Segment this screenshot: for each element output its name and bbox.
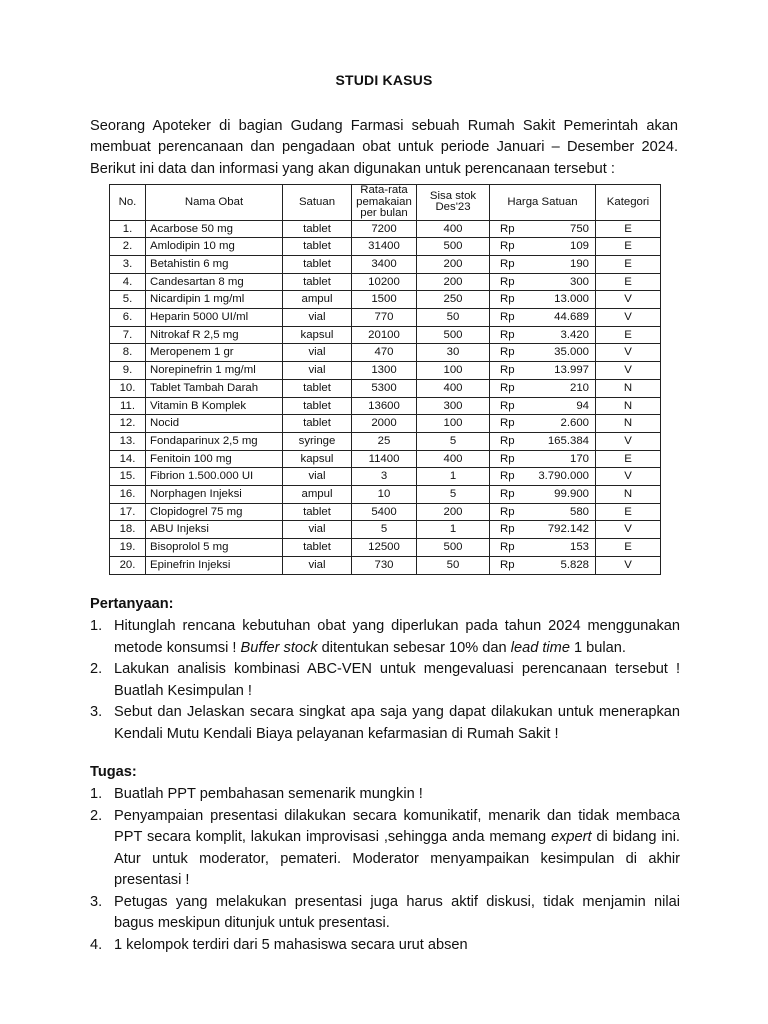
cell-nama-obat: Norepinefrin 1 mg/ml: [146, 362, 283, 380]
header-kategori: Kategori: [596, 185, 661, 221]
cell-rata-rata: 730: [352, 556, 417, 574]
cell-satuan: tablet: [283, 503, 352, 521]
price-value: 3.790.000: [538, 470, 589, 483]
cell-rata-rata: 2000: [352, 415, 417, 433]
cell-rata-rata: 11400: [352, 450, 417, 468]
currency-label: Rp: [500, 523, 515, 536]
cell-nama-obat: Vitamin B Komplek: [146, 397, 283, 415]
table-row: [110, 238, 661, 256]
cell-kategori: V: [596, 344, 661, 362]
questions-section: [90, 596, 680, 745]
cell-kategori: V: [596, 362, 661, 380]
price-value: 13.000: [554, 293, 589, 306]
header-harga-satuan: Harga Satuan: [490, 185, 596, 221]
cell-harga-satuan: [490, 486, 596, 504]
currency-label: Rp: [500, 558, 515, 571]
price-value: 44.689: [554, 311, 589, 324]
price-value: 300: [569, 275, 589, 288]
cell-sisa-stok: 100: [417, 362, 490, 380]
currency-label: Rp: [500, 399, 515, 412]
cell-no: 1.: [110, 220, 146, 238]
cell-satuan: syringe: [283, 432, 352, 450]
list-item: 2. Lakukan analisis kombinasi ABC-VEN untuk mengevaluasi perencanaan tersebut ! Buatlah Kesimpulan !: [90, 661, 680, 699]
cell-satuan: vial: [283, 344, 352, 362]
cell-no: 5.: [110, 291, 146, 309]
cell-harga-satuan: [490, 273, 596, 291]
cell-sisa-stok: 300: [417, 397, 490, 415]
cell-no: 19.: [110, 539, 146, 557]
cell-rata-rata: 25: [352, 432, 417, 450]
cell-nama-obat: Nitrokaf R 2,5 mg: [146, 326, 283, 344]
list-item: 3. Petugas yang melakukan presentasi juga harus aktif diskusi, tidak menjamin nilai bagus meskipun ditunjuk untuk presentasi.: [90, 893, 680, 931]
cell-rata-rata: 13600: [352, 397, 417, 415]
table-header-row: [110, 185, 661, 221]
cell-sisa-stok: 30: [417, 344, 490, 362]
cell-no: 12.: [110, 415, 146, 433]
cell-sisa-stok: 400: [417, 450, 490, 468]
cell-nama-obat: Amlodipin 10 mg: [146, 238, 283, 256]
cell-kategori: V: [596, 309, 661, 327]
intro-paragraph: [90, 116, 678, 180]
cell-harga-satuan: [490, 344, 596, 362]
currency-label: Rp: [500, 275, 515, 288]
table-row: [110, 503, 661, 521]
cell-nama-obat: Norphagen Injeksi: [146, 486, 283, 504]
price-value: 35.000: [554, 346, 589, 359]
price-value: 750: [569, 222, 589, 235]
cell-sisa-stok: 500: [417, 238, 490, 256]
questions-heading: Pertanyaan:: [90, 596, 174, 612]
cell-nama-obat: Candesartan 8 mg: [146, 273, 283, 291]
header-rata-rata: Rata-rata pemakaian per bulan: [352, 185, 417, 221]
list-item: 3. Sebut dan Jelaskan secara singkat apa saja yang dapat dilakukan untuk menerapkan Kendali Mutu Kendali Biaya pelayanan kefarmasian di Rumah Sakit !: [90, 704, 680, 742]
table-row: [110, 539, 661, 557]
price-value: 210: [569, 381, 589, 394]
cell-sisa-stok: 200: [417, 255, 490, 273]
cell-nama-obat: Betahistin 6 mg: [146, 255, 283, 273]
currency-label: Rp: [500, 470, 515, 483]
cell-no: 13.: [110, 432, 146, 450]
cell-satuan: ampul: [283, 486, 352, 504]
price-value: 792.142: [547, 523, 589, 536]
questions-list: [90, 616, 680, 745]
currency-label: Rp: [500, 328, 515, 341]
table-row: [110, 415, 661, 433]
cell-kategori: E: [596, 255, 661, 273]
cell-rata-rata: 770: [352, 309, 417, 327]
price-value: 153: [569, 541, 589, 554]
cell-kategori: E: [596, 238, 661, 256]
currency-label: Rp: [500, 257, 515, 270]
table-row: [110, 362, 661, 380]
cell-satuan: tablet: [283, 397, 352, 415]
cell-sisa-stok: 200: [417, 273, 490, 291]
cell-sisa-stok: 1: [417, 521, 490, 539]
cell-no: 9.: [110, 362, 146, 380]
cell-satuan: tablet: [283, 255, 352, 273]
cell-satuan: tablet: [283, 220, 352, 238]
tasks-list: [90, 784, 680, 956]
cell-no: 11.: [110, 397, 146, 415]
cell-satuan: vial: [283, 309, 352, 327]
cell-sisa-stok: 5: [417, 486, 490, 504]
price-value: 13.997: [554, 364, 589, 377]
list-item: 2. Penyampaian presentasi dilakukan secara komunikatif, menarik dan tidak membaca PPT secara komplit, lakukan improvisasi ,sehingga anda memang expert di bidang ini. Atur untuk moderator, pemateri. Moderator menyampaikan kesimpulan di akhir presentasi !: [90, 807, 680, 888]
cell-harga-satuan: [490, 539, 596, 557]
cell-no: 6.: [110, 309, 146, 327]
currency-label: Rp: [500, 541, 515, 554]
currency-label: Rp: [500, 240, 515, 253]
cell-harga-satuan: [490, 450, 596, 468]
cell-harga-satuan: [490, 291, 596, 309]
table-row: [110, 291, 661, 309]
cell-nama-obat: Bisoprolol 5 mg: [146, 539, 283, 557]
cell-rata-rata: 10: [352, 486, 417, 504]
list-item: 1. Hitunglah rencana kebutuhan obat yang diperlukan pada tahun 2024 menggunakan metode konsumsi ! Buffer stock ditentukan sebesar 10% dan lead time 1 bulan.: [90, 618, 680, 656]
cell-nama-obat: Heparin 5000 UI/ml: [146, 309, 283, 327]
cell-rata-rata: 3400: [352, 255, 417, 273]
cell-rata-rata: 20100: [352, 326, 417, 344]
table-row: [110, 486, 661, 504]
cell-sisa-stok: 250: [417, 291, 490, 309]
cell-no: 3.: [110, 255, 146, 273]
cell-rata-rata: 5: [352, 521, 417, 539]
tasks-section: [90, 764, 680, 956]
list-item: 4. 1 kelompok terdiri dari 5 mahasiswa secara urut absen: [90, 936, 468, 953]
cell-satuan: tablet: [283, 379, 352, 397]
table-row: [110, 556, 661, 574]
cell-no: 20.: [110, 556, 146, 574]
cell-nama-obat: Acarbose 50 mg: [146, 220, 283, 238]
cell-rata-rata: 7200: [352, 220, 417, 238]
currency-label: Rp: [500, 505, 515, 518]
cell-nama-obat: Fondaparinux 2,5 mg: [146, 432, 283, 450]
table-row: [110, 397, 661, 415]
cell-harga-satuan: [490, 309, 596, 327]
table-row: [110, 255, 661, 273]
currency-label: Rp: [500, 311, 515, 324]
list-item: 1. Buatlah PPT pembahasan semenarik mungkin !: [90, 786, 423, 802]
currency-label: Rp: [500, 293, 515, 306]
cell-rata-rata: 5300: [352, 379, 417, 397]
cell-kategori: N: [596, 415, 661, 433]
table-row: [110, 432, 661, 450]
cell-satuan: tablet: [283, 238, 352, 256]
cell-harga-satuan: [490, 503, 596, 521]
cell-no: 16.: [110, 486, 146, 504]
cell-harga-satuan: [490, 521, 596, 539]
cell-kategori: E: [596, 539, 661, 557]
cell-harga-satuan: [490, 238, 596, 256]
cell-no: 8.: [110, 344, 146, 362]
cell-rata-rata: 12500: [352, 539, 417, 557]
cell-harga-satuan: [490, 220, 596, 238]
table-row: [110, 220, 661, 238]
price-value: 3.420: [560, 328, 589, 341]
cell-satuan: ampul: [283, 291, 352, 309]
cell-no: 4.: [110, 273, 146, 291]
cell-rata-rata: 3: [352, 468, 417, 486]
cell-rata-rata: 31400: [352, 238, 417, 256]
page-title: STUDI KASUS: [335, 72, 433, 88]
price-value: 170: [569, 452, 589, 465]
cell-satuan: vial: [283, 556, 352, 574]
cell-sisa-stok: 400: [417, 220, 490, 238]
cell-satuan: tablet: [283, 539, 352, 557]
cell-satuan: vial: [283, 521, 352, 539]
table-row: [110, 273, 661, 291]
cell-nama-obat: Meropenem 1 gr: [146, 344, 283, 362]
table-row: [110, 344, 661, 362]
cell-kategori: N: [596, 397, 661, 415]
price-value: 109: [569, 240, 589, 253]
cell-kategori: E: [596, 503, 661, 521]
table-row: [110, 309, 661, 327]
cell-rata-rata: 470: [352, 344, 417, 362]
cell-kategori: V: [596, 432, 661, 450]
table-row: [110, 468, 661, 486]
cell-satuan: vial: [283, 468, 352, 486]
cell-rata-rata: 5400: [352, 503, 417, 521]
cell-kategori: E: [596, 450, 661, 468]
cell-no: 10.: [110, 379, 146, 397]
cell-sisa-stok: 200: [417, 503, 490, 521]
cell-harga-satuan: [490, 432, 596, 450]
cell-no: 17.: [110, 503, 146, 521]
cell-rata-rata: 1300: [352, 362, 417, 380]
cell-kategori: V: [596, 291, 661, 309]
price-value: 5.828: [560, 558, 589, 571]
currency-label: Rp: [500, 346, 515, 359]
cell-sisa-stok: 500: [417, 539, 490, 557]
price-value: 580: [569, 505, 589, 518]
cell-satuan: kapsul: [283, 450, 352, 468]
currency-label: Rp: [500, 488, 515, 501]
price-value: 94: [576, 399, 589, 412]
cell-kategori: N: [596, 486, 661, 504]
cell-sisa-stok: 100: [417, 415, 490, 433]
cell-harga-satuan: [490, 468, 596, 486]
cell-kategori: V: [596, 521, 661, 539]
cell-no: 14.: [110, 450, 146, 468]
cell-no: 18.: [110, 521, 146, 539]
cell-no: 2.: [110, 238, 146, 256]
cell-nama-obat: Clopidogrel 75 mg: [146, 503, 283, 521]
cell-satuan: tablet: [283, 415, 352, 433]
currency-label: Rp: [500, 381, 515, 394]
currency-label: Rp: [500, 434, 515, 447]
cell-harga-satuan: [490, 556, 596, 574]
cell-nama-obat: Fibrion 1.500.000 UI: [146, 468, 283, 486]
cell-sisa-stok: 400: [417, 379, 490, 397]
table-row: [110, 326, 661, 344]
intro-text: Seorang Apoteker di bagian Gudang Farmasi sebuah Rumah Sakit Pemerintah akan membuat perencanaan dan pengadaan obat untuk periode Januari – Desember 2024. Berikut ini data dan informasi yang akan digunakan untuk perencanaan tersebut :: [90, 118, 678, 177]
cell-kategori: E: [596, 326, 661, 344]
cell-rata-rata: 10200: [352, 273, 417, 291]
cell-no: 7.: [110, 326, 146, 344]
cell-sisa-stok: 50: [417, 309, 490, 327]
cell-satuan: tablet: [283, 273, 352, 291]
header-nama-obat: Nama Obat: [146, 185, 283, 221]
header-no: No.: [110, 185, 146, 221]
cell-nama-obat: Fenitoin 100 mg: [146, 450, 283, 468]
table-row: [110, 450, 661, 468]
price-value: 190: [569, 257, 589, 270]
cell-nama-obat: Nocid: [146, 415, 283, 433]
cell-nama-obat: Tablet Tambah Darah: [146, 379, 283, 397]
cell-nama-obat: Nicardipin 1 mg/ml: [146, 291, 283, 309]
cell-nama-obat: ABU Injeksi: [146, 521, 283, 539]
currency-label: Rp: [500, 452, 515, 465]
cell-no: 15.: [110, 468, 146, 486]
price-value: 99.900: [554, 488, 589, 501]
cell-kategori: N: [596, 379, 661, 397]
cell-kategori: V: [596, 468, 661, 486]
cell-sisa-stok: 1: [417, 468, 490, 486]
currency-label: Rp: [500, 222, 515, 235]
price-value: 2.600: [560, 417, 589, 430]
cell-kategori: V: [596, 556, 661, 574]
cell-satuan: kapsul: [283, 326, 352, 344]
cell-kategori: E: [596, 220, 661, 238]
cell-satuan: vial: [283, 362, 352, 380]
cell-harga-satuan: [490, 415, 596, 433]
currency-label: Rp: [500, 417, 515, 430]
price-value: 165.384: [547, 434, 589, 447]
cell-harga-satuan: [490, 362, 596, 380]
cell-sisa-stok: 500: [417, 326, 490, 344]
cell-nama-obat: Epinefrin Injeksi: [146, 556, 283, 574]
cell-harga-satuan: [490, 397, 596, 415]
cell-harga-satuan: [490, 255, 596, 273]
cell-sisa-stok: 5: [417, 432, 490, 450]
tasks-heading: Tugas:: [90, 764, 137, 780]
table-row: [110, 379, 661, 397]
header-satuan: Satuan: [283, 185, 352, 221]
header-sisa-stok: Sisa stok Des'23: [417, 185, 490, 221]
table-row: [110, 521, 661, 539]
cell-harga-satuan: [490, 379, 596, 397]
drug-table: [109, 184, 661, 575]
cell-rata-rata: 1500: [352, 291, 417, 309]
cell-kategori: E: [596, 273, 661, 291]
cell-harga-satuan: [490, 326, 596, 344]
cell-sisa-stok: 50: [417, 556, 490, 574]
currency-label: Rp: [500, 364, 515, 377]
